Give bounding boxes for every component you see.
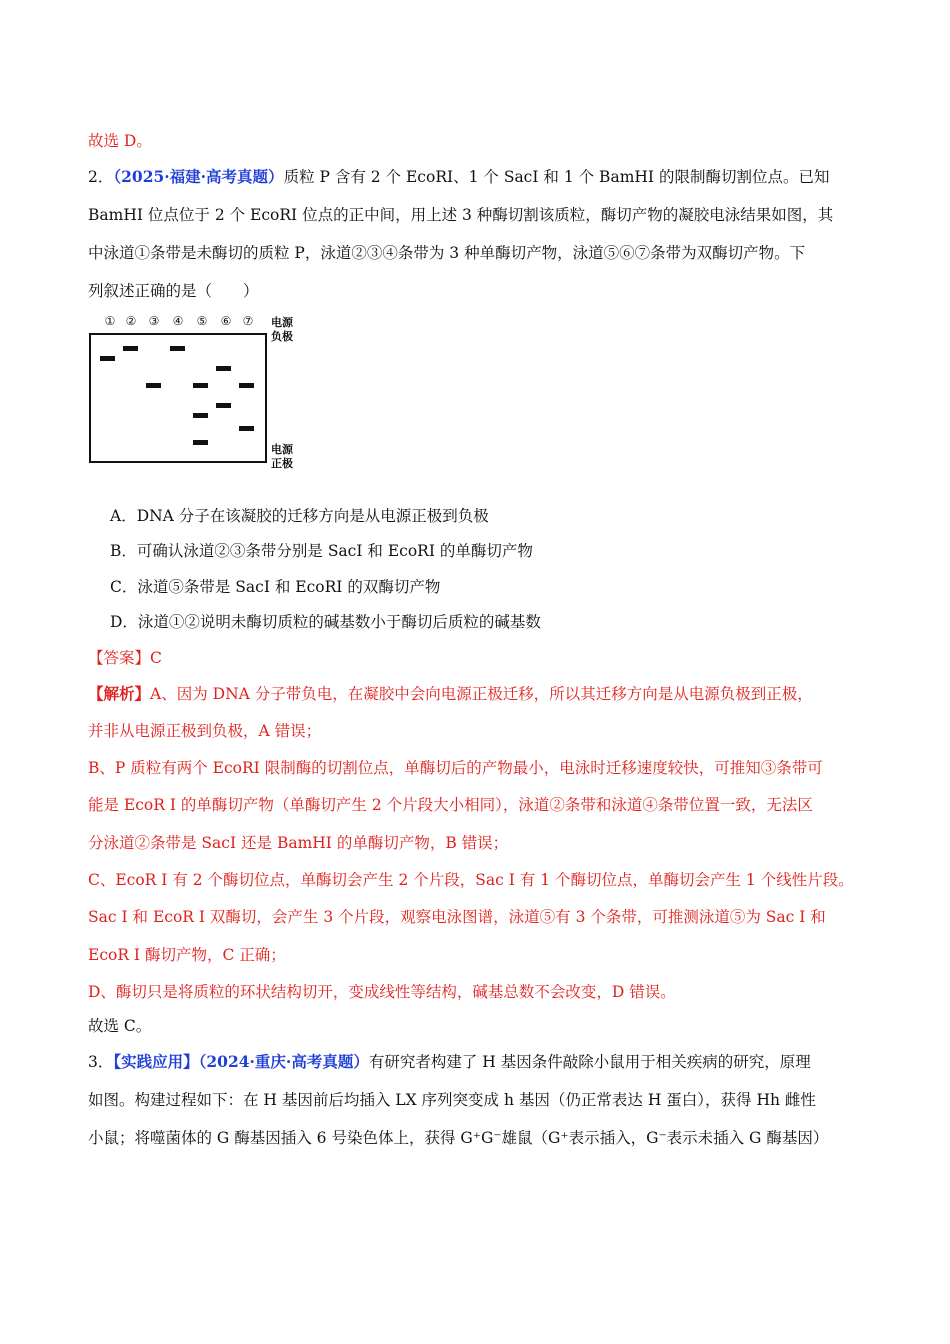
question-source: （2025·福建·高考真题）: [113, 167, 284, 186]
band-lane-5: [193, 413, 208, 418]
band-lane-6: [216, 403, 231, 408]
analysis-line-7: Sac I 和 EcoR I 双酶切，会产生 3 个片段，观察电泳图谱，泳道⑤有 3 个条带，可推测泳道⑤为 Sac I 和: [88, 908, 826, 926]
question-2-line-1: [88, 167, 829, 187]
option-a: A．DNA 分子在该凝胶的迁移方向是从电源正极到负极: [110, 507, 489, 525]
analysis-text: A、因为 DNA 分子带负电，在凝胶中会向电源正极迁移，所以其迁移方向是从电源负极到正极，: [150, 685, 813, 703]
lane-label-4: ④: [172, 314, 184, 328]
question-3-line-2: 如图。构建过程如下：在 H 基因前后均插入 LX 序列突变成 h 基因（仍正常表达 H 蛋白），获得 Hh 雌性: [88, 1091, 816, 1109]
question-number: 2．: [88, 168, 114, 186]
question-2-line-2: BamHⅠ 位点位于 2 个 EcoRⅠ 位点的正中间，用上述 3 种酶切割该质粒，酶切产物的凝胶电泳结果如图，其: [88, 206, 834, 224]
analysis-line-1: [88, 684, 813, 704]
question-text: 质粒 P 含有 2 个 EcoRⅠ、1 个 SacⅠ 和 1 个 BamHⅠ 的限制酶切割位点。已知: [283, 168, 830, 186]
lane-label-5: ⑤: [196, 314, 208, 328]
analysis-line-8: EcoR I 酶切产物，C 正确；: [88, 946, 286, 964]
question-tag: 【实践应用】: [113, 1052, 199, 1071]
band-lane-6: [216, 366, 231, 371]
negative-electrode-label: 电源 负极: [271, 316, 293, 343]
option-c: C．泳道⑤条带是 SacⅠ 和 EcoRⅠ 的双酶切产物: [110, 578, 441, 596]
analysis-line-4: 能是 EcoR Ⅰ 的单酶切产物（单酶切产生 2 个片段大小相同），泳道②条带和泳道④条带位置一致，无法区: [88, 796, 813, 814]
band-lane-2: [123, 346, 138, 351]
analysis-tag: 【解析】: [88, 684, 151, 703]
question-3-line-3: 小鼠；将噬菌体的 G 酶基因插入 6 号染色体上，获得 G⁺G⁻雄鼠（G⁺表示插入，G⁻表示未插入 G 酶基因）: [88, 1129, 829, 1147]
band-lane-5: [193, 440, 208, 445]
band-lane-1: [100, 356, 115, 361]
question-number: 3．: [88, 1053, 114, 1071]
analysis-line-5: 分泳道②条带是 SacI 还是 BamHI 的单酶切产物，B 错误；: [88, 834, 509, 852]
band-lane-7: [239, 383, 254, 388]
analysis-line-3: B、P 质粒有两个 EcoRI 限制酶的切割位点，单酶切后的产物最小，电泳时迁移速度较快，可推知③条带可: [88, 759, 823, 777]
lane-label-7: ⑦: [242, 314, 254, 328]
gel-box: [89, 333, 267, 463]
option-b: B．可确认泳道②③条带分别是 SacⅠ 和 EcoRⅠ 的单酶切产物: [110, 542, 533, 560]
band-lane-3: [146, 383, 161, 388]
question-source: （2024·重庆·高考真题）: [198, 1052, 369, 1071]
lane-label-6: ⑥: [220, 314, 232, 328]
band-lane-5: [193, 383, 208, 388]
lane-label-1: ①: [104, 314, 116, 328]
analysis-line-2: 并非从电源正极到负极，A 错误；: [88, 722, 322, 740]
band-lane-4: [170, 346, 185, 351]
choose-line: 故选 C。: [88, 1017, 152, 1035]
option-d: D．泳道①②说明未酶切质粒的碱基数小于酶切后质粒的碱基数: [110, 613, 541, 631]
positive-electrode-label: 电源 正极: [271, 443, 293, 470]
answer-line: 【答案】C: [88, 649, 162, 667]
question-2-line-3: 中泳道①条带是未酶切的质粒 P，泳道②③④条带为 3 种单酶切产物，泳道⑤⑥⑦条带为双酶切产物。下: [88, 244, 806, 262]
question-text: 有研究者构建了 H 基因条件敲除小鼠用于相关疾病的研究，原理: [368, 1053, 811, 1071]
lane-label-3: ③: [148, 314, 160, 328]
question-2-line-4: 列叙述正确的是（ ）: [88, 282, 259, 300]
previous-choice-line: 故选 D。: [88, 132, 152, 150]
band-lane-7: [239, 426, 254, 431]
lane-label-2: ②: [125, 314, 137, 328]
analysis-line-9: D、酶切只是将质粒的环状结构切开，变成线性等结构，碱基总数不会改变，D 错误。: [88, 983, 676, 1001]
question-3-line-1: [88, 1052, 811, 1072]
analysis-line-6: C、EcoR I 有 2 个酶切位点，单酶切会产生 2 个片段，Sac I 有 1 个酶切位点，单酶切会产生 1 个线性片段。: [88, 871, 854, 889]
